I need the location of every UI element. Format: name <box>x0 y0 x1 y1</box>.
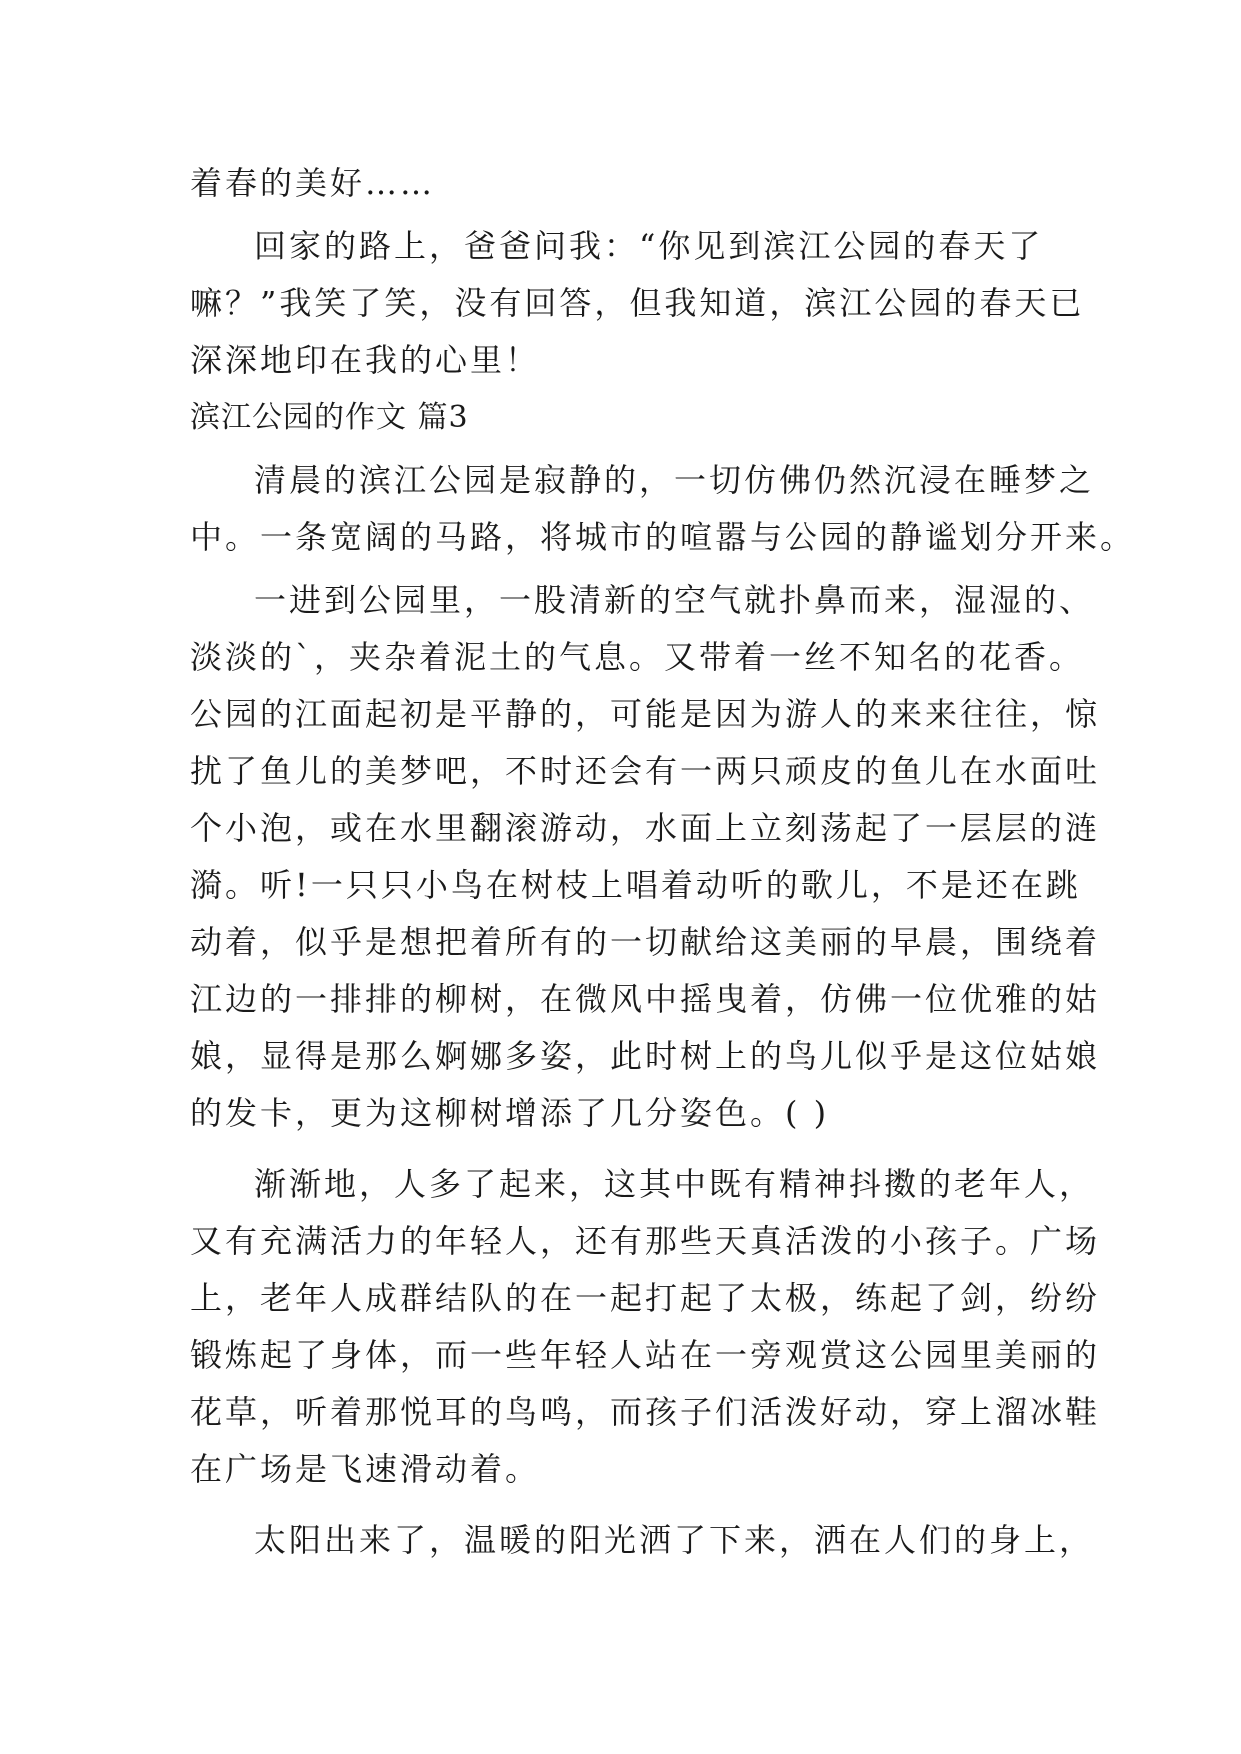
text-line: 回家的路上，爸爸问我：“你见到滨江公园的春天了 <box>254 227 1044 265</box>
document-page <box>190 155 1136 1569</box>
text-line: 动着，似乎是想把着所有的一切献给这美丽的早晨，围绕着 <box>190 923 1101 961</box>
section-heading: 滨江公园的作文 篇3 <box>190 400 469 435</box>
text-line: 漪。听!一只只小鸟在树枝上唱着动听的歌儿，不是还在跳 <box>190 866 1081 904</box>
paragraph-homecoming <box>190 218 1085 389</box>
text-line: 在广场是飞速滑动着。 <box>190 1450 541 1488</box>
text-line: 渐渐地，人多了起来，这其中既有精神抖擞的老年人， <box>254 1165 1095 1203</box>
text-line: 又有充满活力的年轻人，还有那些天真活泼的小孩子。广场 <box>190 1222 1101 1260</box>
text-line: 江边的一排排的柳树，在微风中摇曳着，仿佛一位优雅的姑 <box>190 980 1101 1018</box>
text-line: 娘，显得是那么婀娜多姿，此时树上的鸟儿似乎是这位姑娘 <box>190 1037 1101 1075</box>
text-line: 清晨的滨江公园是寂静的，一切仿佛仍然沉浸在睡梦之 <box>254 461 1095 499</box>
text-line: 扰了鱼儿的美梦吧，不时还会有一两只顽皮的鱼儿在水面吐 <box>190 752 1101 790</box>
text-line: 的发卡，更为这柳树增添了几分姿色。( ) <box>190 1094 830 1132</box>
paragraph-continuation <box>190 155 1050 212</box>
text-line: 着春的美好…… <box>190 164 436 202</box>
paragraph-crowds <box>190 1156 1101 1498</box>
text-line: 公园的江面起初是平静的，可能是因为游人的来来往往，惊 <box>190 695 1101 733</box>
text-line: 太阳出来了，温暖的阳光洒了下来，洒在人们的身上， <box>254 1521 1095 1559</box>
text-line: 一进到公园里，一股清新的空气就扑鼻而来，湿湿的、 <box>254 581 1095 619</box>
text-line: 花草，听着那悦耳的鸟鸣，而孩子们活泼好动，穿上溜冰鞋 <box>190 1393 1101 1431</box>
text-line: 个小泡，或在水里翻滚游动，水面上立刻荡起了一层层的涟 <box>190 809 1101 847</box>
text-line: 锻炼起了身体，而一些年轻人站在一旁观赏这公园里美丽的 <box>190 1336 1101 1374</box>
text-line: 淡淡的`，夹杂着泥土的气息。又带着一丝不知名的花香。 <box>190 638 1085 676</box>
text-line: 中。一条宽阔的马路，将城市的喧嚣与公园的静谧划分开来。 <box>190 518 1136 556</box>
text-line: 嘛？”我笑了笑，没有回答，但我知道，滨江公园的春天已 <box>190 284 1085 322</box>
text-line: 上，老年人成群结队的在一起打起了太极，练起了剑，纷纷 <box>190 1279 1101 1317</box>
paragraph-entering-park <box>190 572 1101 1142</box>
paragraph-morning <box>190 452 1136 566</box>
paragraph-sunrise <box>190 1512 1095 1569</box>
text-line: 深深地印在我的心里！ <box>190 341 541 379</box>
